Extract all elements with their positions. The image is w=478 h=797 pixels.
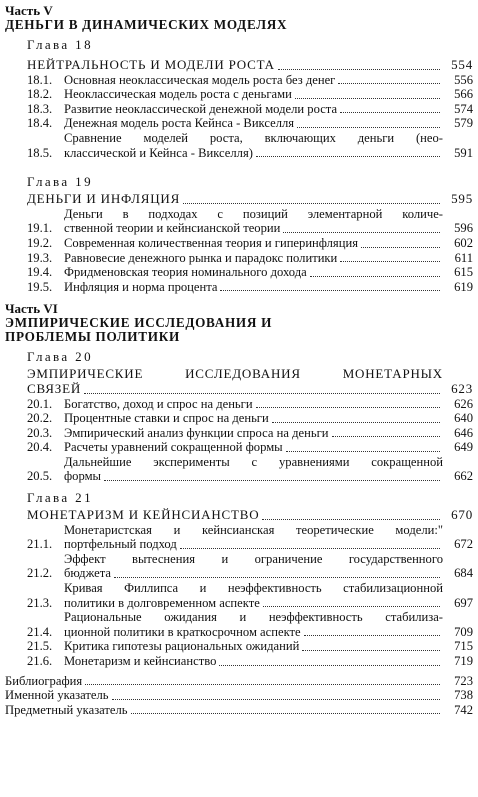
leader-dots	[263, 606, 440, 607]
leader-dots	[180, 548, 440, 549]
leader-dots	[256, 407, 440, 408]
entry-title: Критика гипотезы рациональных ожиданий	[64, 639, 300, 654]
entry-title-line2: бюджета	[64, 566, 111, 581]
leader-dots	[104, 480, 440, 481]
chapter-title-row[interactable]	[5, 192, 473, 207]
leader-dots	[340, 261, 440, 262]
leader-dots	[183, 203, 440, 204]
page-number: 723	[454, 673, 473, 688]
leader-dots	[332, 436, 441, 437]
toc-entry[interactable]	[5, 116, 473, 131]
entry-number: 21.1.	[27, 537, 53, 552]
entry-title: Фридменовская теория номинального дохода	[64, 265, 307, 280]
page-number: 591	[454, 145, 473, 160]
page-number: 615	[454, 265, 473, 280]
leader-dots	[302, 650, 440, 651]
entry-title-line2: портфельный подход	[64, 537, 177, 552]
entry-number: 20.5.	[27, 469, 53, 484]
toc-entry[interactable]	[5, 102, 473, 117]
leader-dots	[361, 247, 440, 248]
page-number: 623	[451, 380, 473, 396]
toc-entry[interactable]	[5, 654, 473, 669]
entry-title: Библиография	[5, 673, 83, 688]
leader-dots	[256, 156, 440, 157]
toc-entry[interactable]	[5, 207, 473, 236]
toc-entry[interactable]	[5, 265, 473, 280]
leader-dots	[338, 83, 440, 84]
entry-number: 19.2.	[27, 235, 53, 250]
toc-entry-name-index[interactable]	[5, 688, 473, 703]
page-number: 596	[454, 221, 473, 236]
chapter-title-line1: ЭМПИРИЧЕСКИЕ ИССЛЕДОВАНИЯ МОНЕТАРНЫХ	[27, 366, 443, 382]
entry-title: Расчеты уравнений сокращенной формы	[64, 440, 283, 455]
page-number: 646	[454, 425, 473, 440]
part-label: Часть V	[5, 3, 53, 18]
leader-dots	[286, 451, 440, 452]
entry-number: 19.4.	[27, 265, 53, 280]
page-number: 662	[454, 469, 473, 484]
chapter-title: МОНЕТАРИЗМ И КЕЙНСИАНСТВО	[27, 507, 260, 523]
page-number: 579	[454, 116, 473, 131]
toc-entry[interactable]	[5, 236, 473, 251]
leader-dots	[278, 69, 440, 70]
part-title-line2: ПРОБЛЕМЫ ПОЛИТИКИ	[5, 329, 180, 345]
leader-dots	[84, 393, 440, 394]
page-number: 640	[454, 411, 473, 426]
entry-title: Предметный указатель	[5, 702, 128, 717]
chapter-title-row[interactable]	[5, 508, 473, 523]
entry-title: Денежная модель роста Кейнса - Викселля	[64, 116, 295, 131]
page-number: 670	[451, 507, 473, 523]
leader-dots	[220, 290, 440, 291]
entry-title: Именной указатель	[5, 688, 109, 703]
chapter-title: НЕЙТРАЛЬНОСТЬ И МОДЕЛИ РОСТА	[27, 57, 275, 72]
page-number: 672	[454, 537, 473, 552]
toc-entry[interactable]	[5, 610, 473, 639]
page-number: 554	[451, 57, 473, 72]
toc-entry[interactable]	[5, 73, 473, 88]
part-title: ДЕНЬГИ В ДИНАМИЧЕСКИХ МОДЕЛЯХ	[5, 17, 288, 32]
entry-number: 21.6.	[27, 654, 53, 668]
leader-dots	[272, 422, 440, 423]
entry-number: 21.5.	[27, 639, 53, 654]
page-number: 649	[454, 440, 473, 455]
page-number: 556	[454, 72, 473, 87]
entry-number: 18.3.	[27, 101, 53, 116]
entry-number: 21.4.	[27, 624, 53, 639]
page-number: 566	[454, 87, 473, 102]
entry-title: Эмпирический анализ функции спроса на деньги	[64, 425, 329, 440]
toc-entry[interactable]	[5, 131, 473, 160]
page-number: 626	[454, 396, 473, 411]
chapter-label: Глава 18	[27, 37, 93, 52]
entry-title: Равновесие денежного рынка и парадокс политики	[64, 250, 338, 265]
page-number: 595	[451, 191, 473, 207]
leader-dots	[283, 232, 440, 233]
entry-number: 20.4.	[27, 440, 53, 455]
toc-entry[interactable]	[5, 280, 473, 295]
entry-number: 20.2.	[27, 411, 53, 426]
leader-dots	[340, 112, 440, 113]
entry-number: 18.2.	[27, 87, 53, 102]
entry-title: Монетаризм и кейнсианство	[64, 654, 217, 668]
entry-title-line1: Монетаристская и кейнсианская теоретические модели:"	[64, 522, 443, 537]
page-number: 619	[454, 279, 473, 294]
leader-dots	[297, 127, 440, 128]
entry-number: 19.5.	[27, 279, 53, 294]
chapter-label: Глава 21	[27, 490, 93, 506]
page-number: 709	[454, 624, 473, 639]
entry-number: 18.4.	[27, 116, 53, 131]
leader-dots	[112, 699, 441, 700]
page-number: 742	[454, 702, 473, 717]
leader-dots	[295, 98, 440, 99]
entry-title-line2: ционной политики в краткосрочном аспекте	[64, 624, 301, 639]
entry-number: 20.1.	[27, 396, 53, 411]
chapter-title-row[interactable]	[5, 58, 473, 73]
entry-title: Основная неоклассическая модель роста без денег	[64, 72, 336, 87]
leader-dots	[131, 713, 440, 714]
entry-number: 18.1.	[27, 72, 53, 87]
entry-title-line2: ственной теории и кейнсианской теории	[64, 221, 281, 236]
page-number: 611	[454, 250, 473, 265]
entry-title: Неоклассическая модель роста с деньгами	[64, 87, 292, 102]
chapter-label: Глава 19	[27, 174, 93, 190]
entry-title: Процентные ставки и спрос на деньги	[64, 411, 269, 426]
toc-entry[interactable]	[5, 426, 473, 441]
toc-entry[interactable]	[5, 87, 473, 102]
leader-dots	[85, 684, 440, 685]
chapter-title-row[interactable]	[5, 367, 473, 396]
entry-title-line1: Сравнение моделей роста, включающих деньги (нео-	[64, 130, 443, 145]
leader-dots	[114, 577, 440, 578]
page-number: 684	[454, 566, 473, 581]
toc-entry[interactable]	[5, 440, 473, 455]
page-number: 738	[454, 688, 473, 703]
page-number: 715	[454, 639, 473, 654]
leader-dots	[304, 635, 440, 636]
page-number: 719	[454, 654, 473, 668]
entry-title-line1: Деньги в подходах с позиций элементарной количе-	[64, 206, 443, 221]
entry-number: 21.3.	[27, 595, 53, 610]
entry-title-line1: Дальнейшие эксперименты с уравнениями сокращенной	[64, 454, 443, 469]
toc-entry[interactable]	[5, 411, 473, 426]
entry-number: 21.2.	[27, 566, 53, 581]
entry-number: 19.1.	[27, 221, 53, 236]
leader-dots	[219, 665, 440, 666]
entry-title-line1: Эффект вытеснения и ограничение государственного	[64, 551, 443, 566]
toc-entry-bibliography[interactable]	[5, 674, 473, 689]
toc-entry[interactable]	[5, 397, 473, 412]
entry-title-line2: политики в долговременном аспекте	[64, 595, 260, 610]
chapter-title: ДЕНЬГИ И ИНФЛЯЦИЯ	[27, 191, 181, 207]
entry-title: Современная количественная теория и гиперинфляция	[64, 235, 358, 250]
toc-entry[interactable]	[5, 251, 473, 266]
entry-number: 18.5.	[27, 145, 53, 160]
toc-entry[interactable]	[5, 523, 473, 552]
entry-title: Инфляция и норма процента	[64, 279, 218, 294]
entry-title: Развитие неоклассической денежной модели роста	[64, 101, 338, 116]
entry-title: Богатство, доход и спрос на деньги	[64, 396, 253, 411]
toc-entry[interactable]	[5, 552, 473, 581]
part-label: Часть VI	[5, 301, 58, 317]
chapter-label: Глава 20	[27, 349, 93, 365]
entry-title-line2: классической и Кейнса - Викселля)	[64, 145, 253, 160]
entry-number: 20.3.	[27, 425, 53, 440]
entry-title-line1: Кривая Филлипса и неэффективность стабилизационной	[64, 581, 443, 596]
page-number: 697	[454, 595, 473, 610]
toc-entry-subject-index[interactable]	[5, 703, 473, 718]
page-number: 602	[454, 235, 473, 250]
entry-title-line1: Рациональные ожидания и неэффективность стабилиза-	[64, 610, 443, 625]
part-title-line1: ЭМПИРИЧЕСКИЕ ИССЛЕДОВАНИЯ И	[5, 315, 273, 331]
leader-dots	[310, 276, 440, 277]
page-number: 574	[454, 101, 473, 116]
entry-number: 19.3.	[27, 250, 53, 265]
entry-title-line2: формы	[64, 469, 101, 484]
toc-entry[interactable]	[5, 639, 473, 654]
chapter-title-line2: СВЯЗЕЙ	[27, 380, 82, 396]
toc-entry[interactable]	[5, 455, 473, 484]
toc-entry[interactable]	[5, 581, 473, 610]
leader-dots	[262, 519, 440, 520]
